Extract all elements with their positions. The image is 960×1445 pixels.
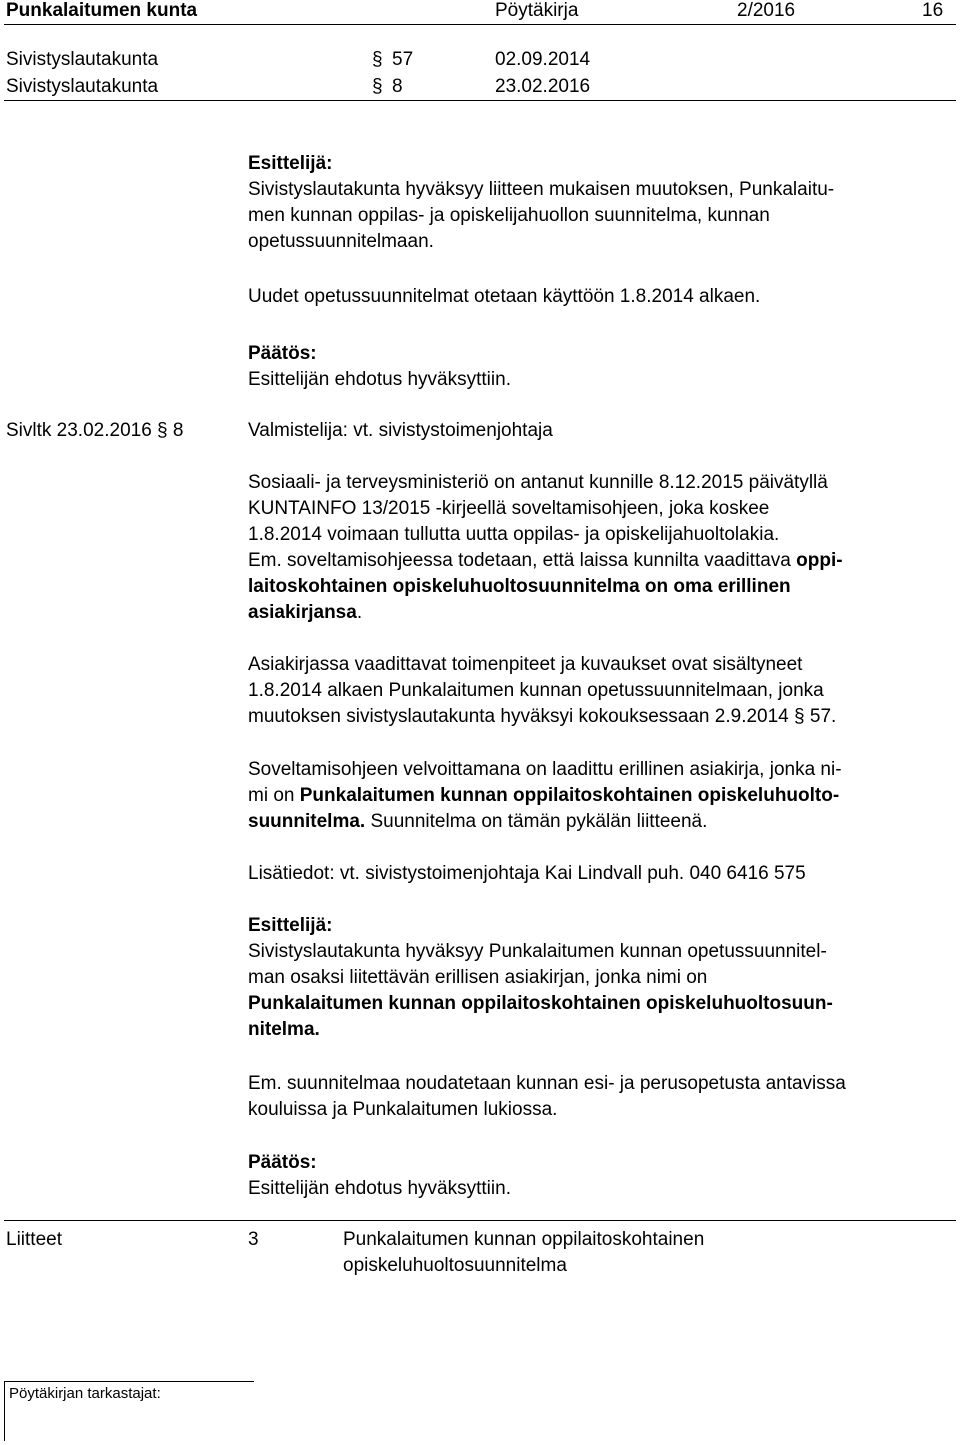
decision-text: Esittelijän ehdotus hyväksyttiin.: [248, 369, 511, 390]
presenter-line: opetussuunnitelmaan.: [248, 231, 434, 252]
presenter-line: men kunnan oppilas- ja opiskelijahuollon suunnitelma, kunnan: [248, 205, 770, 226]
section-sign-icon: §: [157, 420, 168, 441]
paragraph-line: Asiakirjassa vaadittavat toimenpiteet ja kuvaukset ovat sisältyneet: [248, 654, 803, 675]
text-run: Em. soveltamisohjeessa todetaan, että laissa kunnilta vaadittava: [248, 550, 797, 571]
section-reference: [6, 418, 183, 444]
paragraph-line: laitoskohtainen opiskeluhuoltosuunnitelma on oma erillinen: [248, 576, 791, 597]
section-sign-icon: §: [372, 49, 383, 70]
meta-number: 8: [392, 76, 403, 97]
footer-left-line: [4, 1381, 5, 1441]
paragraph-line: [248, 783, 956, 809]
decision-block-2: [248, 1150, 956, 1202]
text-run-bold: suunnitelma.: [248, 811, 366, 832]
attachment-title-line: Punkalaitumen kunnan oppilaitoskohtainen: [343, 1229, 705, 1250]
text-run-bold: oppi-: [796, 550, 843, 571]
decision-label: Päätös:: [248, 343, 317, 364]
presenter-line: man osaksi liitettävän erillisen asiakirjan, jonka nimi on: [248, 967, 708, 988]
text-run: 57.: [809, 706, 837, 727]
meta-date: 02.09.2014: [495, 49, 591, 70]
checkers-label: Pöytäkirjan tarkastajat:: [9, 1385, 161, 1402]
attachments-divider: [4, 1220, 956, 1221]
footer-top-line: [4, 1381, 254, 1382]
presenter-line: Punkalaitumen kunnan oppilaitoskohtainen opiskeluhuoltosuun-: [248, 993, 833, 1014]
page-number: 16: [922, 0, 944, 21]
paragraph-line: [248, 600, 956, 626]
section-sign-icon: §: [794, 706, 805, 727]
document-type: Pöytäkirja: [495, 0, 579, 21]
paragraph-guideline: [248, 548, 956, 626]
document-number: 2/2016: [737, 0, 796, 21]
implementation-note: Uudet opetussuunnitelmat otetaan käyttöön 1.8.2014 alkaen.: [248, 286, 761, 307]
attachments-label: Liitteet: [6, 1229, 62, 1250]
meta-divider: [4, 100, 956, 101]
reference-number: 8: [172, 420, 184, 441]
paragraph-line: KUNTAINFO 13/2015 -kirjeellä soveltamisohjeen, joka koskee: [248, 498, 770, 519]
paragraph-document: [248, 757, 956, 835]
attachment-title: [343, 1227, 704, 1279]
paragraph-line: Sosiaali- ja terveysministeriö on antanut kunnille 8.12.2015 päivätyllä: [248, 472, 828, 493]
decision-label: Päätös:: [248, 1152, 317, 1173]
decision-block: [248, 341, 956, 393]
preparer-line: Valmistelija: vt. sivistystoimenjohtaja: [248, 420, 553, 441]
presenter-line: Sivistyslautakunta hyväksyy liitteen mukaisen muutoksen, Punkalaitu-: [248, 179, 835, 200]
paragraph-line: [248, 704, 956, 730]
text-run: muutoksen sivistyslautakunta hyväksyi kokouksessaan 2.9.2014: [248, 706, 789, 727]
section-sign-icon: §: [372, 76, 383, 97]
text-run-bold: Punkalaitumen kunnan oppilaitoskohtainen opiskeluhuolto-: [299, 785, 840, 806]
paragraph-curriculum: [248, 652, 956, 730]
attachment-number: 3: [248, 1229, 259, 1250]
decision-text: Esittelijän ehdotus hyväksyttiin.: [248, 1178, 511, 1199]
presenter-line: Sivistyslautakunta hyväksyy Punkalaitumen kunnan opetussuunnitel-: [248, 941, 827, 962]
reference-label: Sivltk 23.02.2016: [6, 420, 152, 441]
text-run: .: [356, 602, 363, 623]
meta-body: Sivistyslautakunta: [6, 49, 159, 70]
paragraph-line: [248, 548, 956, 574]
attachment-title-line: opiskeluhuoltosuunnitelma: [343, 1255, 567, 1276]
presenter-proposal: [248, 151, 956, 255]
municipality-name: Punkalaitumen kunta: [6, 0, 198, 21]
contact-info: Lisätiedot: vt. sivistystoimenjohtaja Kai Lindvall puh. 040 6416 575: [248, 863, 806, 884]
paragraph-line: Em. suunnitelmaa noudatetaan kunnan esi- ja perusopetusta antavissa: [248, 1073, 846, 1094]
paragraph-line: 1.8.2014 voimaan tullutta uutta oppilas- ja opiskelijahuoltolakia.: [248, 524, 780, 545]
paragraph-application: [248, 1071, 956, 1123]
header-divider: [4, 24, 956, 25]
text-run: Suunnitelma on tämän pykälän liitteenä.: [365, 811, 708, 832]
paragraph-line: Soveltamisohjeen velvoittamana on laadittu erillinen asiakirja, jonka ni-: [248, 759, 842, 780]
paragraph-ministry: [248, 470, 956, 548]
paragraph-line: 1.8.2014 alkaen Punkalaitumen kunnan opetussuunnitelmaan, jonka: [248, 680, 824, 701]
paragraph-line: kouluissa ja Punkalaitumen lukiossa.: [248, 1099, 558, 1120]
meta-body: Sivistyslautakunta: [6, 76, 159, 97]
text-run: mi on: [248, 785, 300, 806]
text-run-bold: asiakirjansa: [248, 602, 357, 623]
presenter-line: nitelma.: [248, 1019, 320, 1040]
presenter-proposal-2: [248, 913, 956, 1043]
presenter-label: Esittelijä:: [248, 915, 333, 936]
meta-number: 57: [392, 49, 414, 70]
meta-date: 23.02.2016: [495, 76, 591, 97]
paragraph-line: [248, 809, 956, 835]
presenter-label: Esittelijä:: [248, 153, 333, 174]
